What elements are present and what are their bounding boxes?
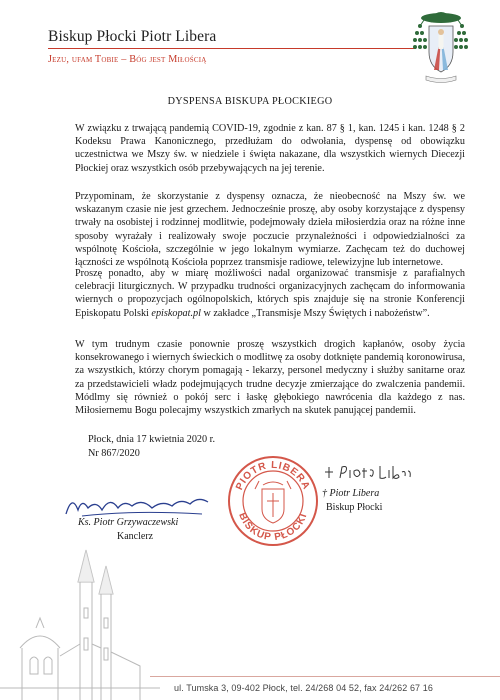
bishop-title: Biskup Płocki bbox=[326, 502, 383, 513]
header-motto: Jezu, ufam Tobie – Bóg jest Miłością bbox=[48, 54, 207, 65]
chancellor-name: Ks. Piotr Grzywaczewski bbox=[78, 517, 179, 528]
paragraph-3-suffix: w zakładce „Transmisje Mszy Świętych i nabożeństw”. bbox=[200, 307, 430, 319]
episkopat-link: episkopat.pl bbox=[151, 307, 201, 319]
stamp-text-bottom: BISKUP PŁOCKI bbox=[236, 511, 310, 544]
paragraph-2: Przypominam, że skorzystanie z dyspensy oznacza, że nieobecność na Mszy św. we wskazanym czasie nie jest grzechem. Jednocześnie proszę, aby osoby korzystające z dyspensy trwały na osobistej i rodzinnej modlitwie, podejmowały dzieła miłosierdzia oraz na różne inne sposoby wyrażały i realizowały swoje poczucie przynależności i odpowiedzialności za wspólnotę Kościoła, szczególnie w jego lokalnym wymiarze. Zachęcam też do duchowej łączności ze wspólnotą Kościoła poprzez transmisje radiowe, telewizyjne lub internetowe. bbox=[75, 191, 465, 269]
bishop-name: † Piotr Libera bbox=[322, 488, 380, 499]
svg-text:PIOTR LIBERA bbox=[234, 460, 312, 492]
document-number: Nr 867/2020 bbox=[88, 448, 140, 459]
footer-divider bbox=[150, 676, 500, 677]
official-stamp bbox=[226, 453, 320, 549]
header-bishop-name: Biskup Płocki Piotr Libera bbox=[48, 28, 217, 45]
coat-of-arms-icon bbox=[412, 8, 470, 88]
place-date: Płock, dnia 17 kwietnia 2020 r. bbox=[88, 434, 216, 445]
cathedral-illustration bbox=[0, 548, 160, 700]
header-divider bbox=[48, 48, 416, 49]
document-title: DYSPENSA BISKUPA PŁOCKIEGO bbox=[167, 96, 333, 107]
paragraph-3-text: Proszę ponadto, aby w miarę możliwości nadal organizować transmisje z parafialnych celebracji liturgicznych. W przypadku trudności organizacyjnych zachęcam do informowania wiernych o propozycjach ogólnopolskich, których spis znajduje się na stronie Konferencji Episkopatu Polski bbox=[75, 268, 465, 319]
chancellor-title: Kanclerz bbox=[117, 531, 154, 542]
stamp-text-top: PIOTR LIBERA bbox=[234, 459, 312, 492]
paragraph-1: W związku z trwającą pandemią COVID-19, zgodnie z kan. 87 § 1, kan. 1245 i kan. 1248 § 2 Kodeksu Prawa Kanonicznego, przedłużam do odwołania, dyspensę od obowiązku uczestnictwa we Mszy św. w niedziele i święta nakazane, dla wszystkich wiernych Diecezji Płockiej oraz wszystkich osób przebywających na jej terenie. bbox=[75, 123, 465, 174]
footer-address: ul. Tumska 3, 09-402 Płock, tel. 24/268 04 52, fax 24/262 67 16 bbox=[174, 683, 433, 693]
paragraph-3 bbox=[75, 267, 465, 320]
paragraph-4: W tym trudnym czasie ponownie proszę wszystkich drogich kapłanów, osoby życia konsekrowanego i wiernych świeckich o modlitwę za osoby dotknięte pandemią koronowirusa, za wszystkich, którzy chorym pomagają - lekarzy, personel medyczny i służby sanitarne oraz za przedstawicieli władz podejmujących trudne decyzje zmierzające do zwalczenia pandemii. Módlmy się również o pokój serc i łaskę głębokiego nawrócenia dla każdego z nas. Miłosiernemu Bogu polecajmy wszystkich zmarłych na skutek panującej pandemii. bbox=[75, 339, 465, 417]
chancellor-signature bbox=[62, 490, 212, 520]
bishop-signature bbox=[322, 462, 412, 484]
